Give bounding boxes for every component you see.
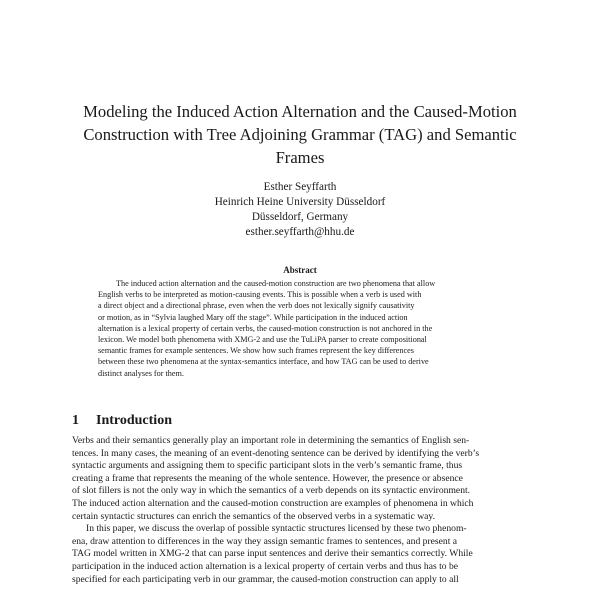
section-heading-introduction (72, 412, 472, 430)
abstract-line: semantic frames for example sentences. We show how such frames represent the key differences (98, 346, 414, 356)
title-line: Modeling the Induced Action Alternation and the Caused-Motion (83, 102, 517, 121)
body-line: TAG model written in XMG-2 that can parse input sentences and derive their semantics correctly. While (72, 548, 473, 560)
abstract-text (98, 278, 518, 379)
abstract-line: distinct analyses for them. (98, 368, 184, 378)
body-line: creating a frame that represents the meaning of the whole sentence. However, the presence or absence (72, 472, 463, 484)
body-line: ena, draw attention to differences in the way they assign semantic frames to sentences, and present a (72, 535, 458, 547)
body-line: of slot fillers is not the only way in which the semantics of a verb depends on its syntactic environment. (72, 485, 471, 497)
abstract-line: lexicon. We model both phenomena with XMG-2 and use the TuLiPA parser to create compositional (98, 335, 427, 345)
paper-title (60, 100, 540, 169)
body-line: Verbs and their semantics generally play an important role in determining the semantics of English sen- (72, 435, 470, 446)
body-line: In this paper, we discuss the overlap of possible syntactic structures licensed by these two phenom- (86, 523, 467, 535)
author-affiliation: Heinrich Heine University Düsseldorf (214, 196, 386, 208)
abstract-line: The induced action alternation and the caused-motion construction are two phenomena that allow (116, 279, 436, 288)
abstract-heading: Abstract (283, 265, 317, 275)
body-line: participation in the induced action alternation is a lexical property of certain verbs and thus has to be (72, 560, 459, 572)
author-block (150, 180, 450, 240)
title-line: Frames (275, 148, 325, 167)
body-line: certain syntactic structures can enrich the semantics of the observed verbs in a systematic way. (72, 510, 436, 522)
introduction-body (72, 435, 534, 586)
author-email: esther.seyffarth@hhu.de (245, 226, 355, 238)
section-number: 1 (72, 413, 79, 428)
abstract-line: alternation is a lexical property of certain verbs, the caused-motion construction is not anchored in the (98, 323, 433, 333)
abstract-line: English verbs to be interpreted as motion-causing events. This is possible when a verb is used with (98, 290, 422, 300)
body-line: syntactic arguments and assigning them to specific participant slots in the verb’s semantic frame, thus (72, 460, 463, 472)
section-title: Introduction (96, 413, 172, 428)
abstract-line: between these two phenomena at the syntax-semantics interface, and how TAG can be used to derive (98, 357, 429, 367)
body-line: specified for each participating verb in our grammar, the caused-motion construction can apply to all (72, 573, 459, 585)
title-line: Construction with Tree Adjoining Grammar (TAG) and Semantic (83, 125, 517, 144)
abstract-line: a direct object and a directional phrase, even when the verb does not lexically signify causativity (98, 301, 415, 311)
body-line: The induced action alternation and the caused-motion construction are examples of phenomena in which (72, 497, 474, 509)
body-line: tences. In many cases, the meaning of an event-denoting sentence can be derived by identifying the verb’s (72, 447, 480, 459)
abstract-line: or motion, as in “Sylvia laughed Mary off the stage”. While participation in the induced action (98, 312, 408, 322)
author-name: Esther Seyffarth (263, 181, 337, 193)
author-location: Düsseldorf, Germany (251, 211, 349, 223)
